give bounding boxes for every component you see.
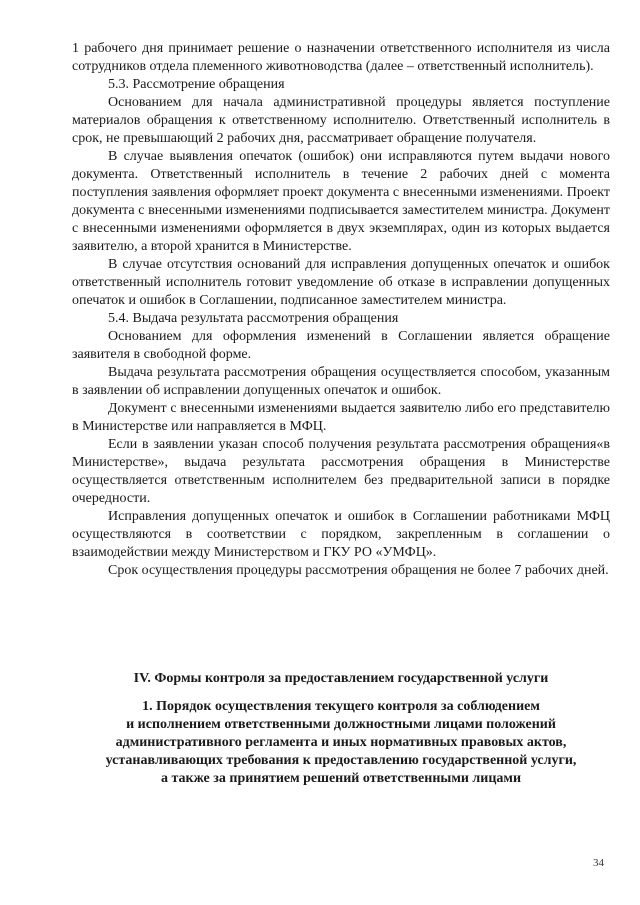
paragraph: Если в заявлении указан способ получения результата рассмотрения обращения«в Министерстве», выдача результата рассмотрения обращения в Министерстве осуществляется ответственным исполнителем без предварительной записи в порядке очередности. <box>72 437 610 506</box>
paragraph: Исправления допущенных опечаток и ошибок в Соглашении работниками МФЦ осуществляются в соответствии с порядком, закрепленным в соглашении о взаимодействии между Министерством и ГКУ РО «УМФЦ». <box>72 509 610 560</box>
subsection-title-line: административного регламента и иных нормативных правовых актов, <box>115 735 567 750</box>
paragraph: 1 рабочего дня принимает решение о назначении ответственного исполнителя из числа сотрудников отдела племенного животноводства (далее – ответственный исполнитель). <box>72 41 610 74</box>
paragraph: Документ с внесенными изменениями выдается заявителю либо его представителю в Министерстве или направляется в МФЦ. <box>72 401 610 434</box>
paragraph-heading: 5.3. Рассмотрение обращения <box>108 77 285 92</box>
document-body <box>72 40 610 580</box>
paragraph: Выдача результата рассмотрения обращения осуществляется способом, указанным в заявлении об исправлении допущенных опечаток и ошибок. <box>72 365 610 398</box>
section-title: IV. Формы контроля за предоставлением государственной услуги <box>133 671 549 686</box>
paragraph: Основанием для начала административной процедуры является поступление материалов обращения к ответственному исполнителю. Ответственный исполнитель в срок, не превышающий 2 рабочих дня, рассматривает обращение получателя. <box>72 95 610 146</box>
page-number: 34 <box>593 857 604 869</box>
subsection-title-line: и исполнением ответственными должностными лицами положений <box>126 717 556 732</box>
subsection-title-line: 1. Порядок осуществления текущего контроля за соблюдением <box>142 699 540 714</box>
paragraph: Срок осуществления процедуры рассмотрения обращения не более 7 рабочих дней. <box>108 563 609 578</box>
paragraph: В случае выявления опечаток (ошибок) они исправляются путем выдачи нового документа. Ответственный исполнитель в течение 2 рабочих дней с момента поступления заявления оформляет проект документа с внесенными изменениями. Проект документа с внесенными изменениями подписывается заместителем министра. Документ с внесенными изменениями оформляется в двух экземплярах, один из которых выдается заявителю, а второй хранится в Министерстве. <box>72 149 610 254</box>
paragraph: В случае отсутствия оснований для исправления допущенных опечаток и ошибок ответственный исполнитель готовит уведомление об отказе в исправлении допущенных опечаток и ошибок в Соглашении, подписанное заместителем министра. <box>72 257 610 308</box>
subsection-title <box>72 698 610 788</box>
subsection-title-line: а также за принятием решений ответственными лицами <box>160 771 522 786</box>
paragraph-heading: 5.4. Выдача результата рассмотрения обращения <box>108 311 399 326</box>
subsection-title-line: устанавливающих требования к предоставлению государственной услуги, <box>105 753 577 768</box>
paragraph: Основанием для оформления изменений в Соглашении является обращение заявителя в свободной форме. <box>72 329 610 362</box>
